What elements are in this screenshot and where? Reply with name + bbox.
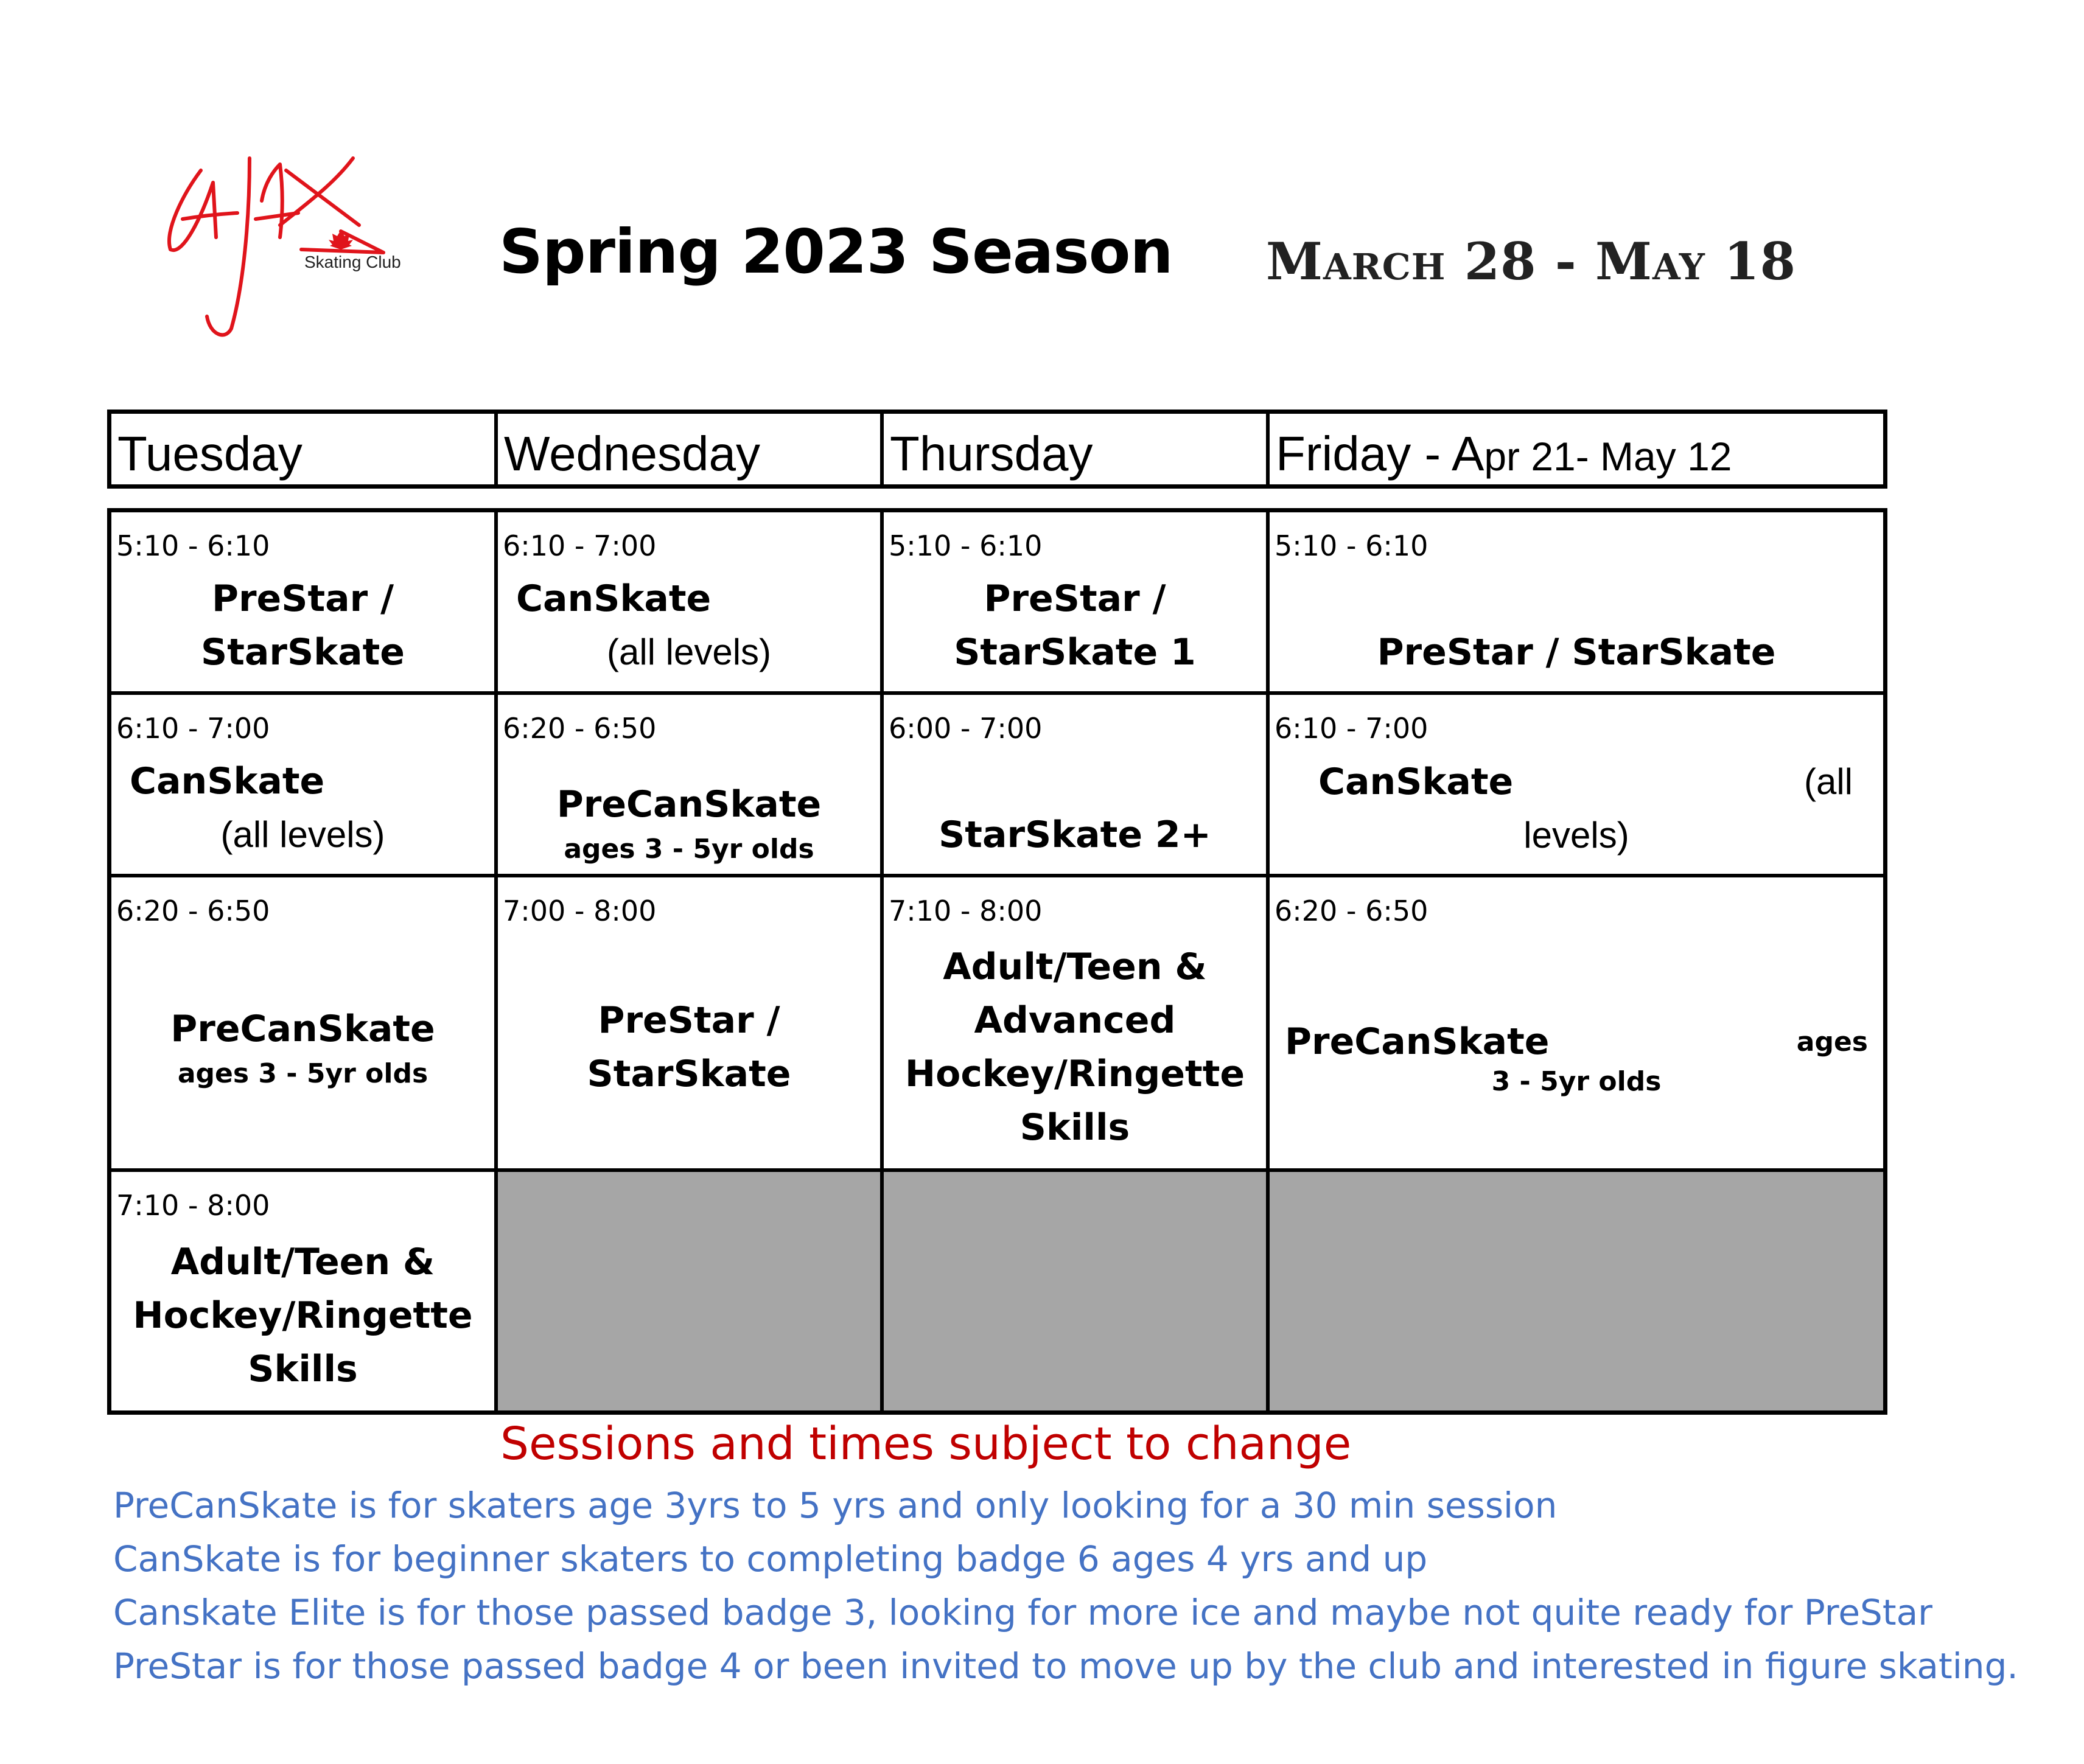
session-name: Adult/Teen &	[943, 946, 1207, 988]
schedule-grid	[107, 508, 1887, 1415]
session-detail: Hockey/Ringette	[133, 1294, 473, 1337]
empty-cell	[498, 1172, 884, 1410]
friday-date-range: pr 21- May 12	[1484, 434, 1732, 479]
session-cell: 7:10 - 8:00 Adult/Teen & Hockey/Ringette Skills	[111, 1172, 498, 1410]
session-cell: 6:00 - 7:00 StarSkate 2+	[884, 695, 1270, 877]
session-name: CanSkate	[1318, 761, 1514, 803]
note-line: PreStar is for those passed badge 4 or been invited to move up by the club and interested in figure skating.	[113, 1645, 2018, 1687]
logo-text: Skating Club	[304, 253, 401, 271]
session-name: CanSkate	[130, 760, 325, 803]
session-detail: (all levels)	[220, 814, 385, 855]
session-detail: ages	[1796, 1027, 1868, 1058]
note-line: CanSkate is for beginner skaters to completing badge 6 ages 4 yrs and up	[113, 1538, 1428, 1580]
session-detail: Advanced	[974, 999, 1176, 1042]
day-header-row	[107, 410, 1887, 489]
session-cell: 6:10 - 7:00 CanSkate (all levels)	[498, 512, 884, 695]
session-cell: 6:20 - 6:50 PreCanSkate ages 3 - 5yr olds	[111, 877, 498, 1172]
session-cell: 7:10 - 8:00 Adult/Teen & Advanced Hockey/Ringette Skills	[884, 877, 1270, 1172]
empty-cell	[884, 1172, 1270, 1410]
change-notice: Sessions and times subject to change	[500, 1418, 1352, 1470]
session-name: PreCanSkate	[1285, 1020, 1550, 1063]
session-name: Adult/Teen &	[170, 1241, 435, 1283]
session-detail: levels)	[1523, 815, 1629, 856]
day-header-thursday: Thursday	[884, 414, 1270, 484]
session-name: PreStar / StarSkate	[201, 577, 405, 674]
session-detail: ages 3 - 5yr olds	[564, 834, 814, 865]
session-name: StarSkate 2+	[939, 814, 1211, 856]
note-line: PreCanSkate is for skaters age 3yrs to 5 yrs and only looking for a 30 min session	[113, 1485, 1558, 1526]
session-cell: 6:10 - 7:00 CanSkate (all levels)	[1270, 695, 1883, 877]
session-name: PreCanSkate	[170, 1008, 435, 1050]
day-header-wednesday: Wednesday	[498, 414, 884, 484]
ajax-skating-club-logo	[158, 146, 426, 353]
session-name: CanSkate	[516, 577, 712, 620]
session-detail: Skills	[248, 1348, 358, 1390]
session-detail: Hockey/Ringette	[904, 1053, 1245, 1095]
page-title: Spring 2023 Season	[499, 216, 1173, 287]
session-cell: 7:00 - 8:00 PreStar / StarSkate	[498, 877, 884, 1172]
note-line: Canskate Elite is for those passed badge 3, looking for more ice and maybe not quite ready for PreStar	[113, 1592, 1932, 1633]
program-notes	[113, 1479, 2018, 1693]
empty-cell	[1270, 1172, 1883, 1410]
session-name: PreCanSkate	[556, 783, 822, 826]
session-detail: 3 - 5yr olds	[1491, 1066, 1662, 1097]
day-header-tuesday: Tuesday	[111, 414, 498, 484]
session-cell: 6:10 - 7:00 CanSkate (all levels)	[111, 695, 498, 877]
session-cell: 6:20 - 6:50 PreCanSkate ages 3 - 5yr olds	[498, 695, 884, 877]
session-detail: (all	[1803, 761, 1853, 802]
session-cell: 5:10 - 6:10 PreStar / StarSkate	[111, 512, 498, 695]
day-header-friday: Friday - Apr 21- May 12	[1276, 427, 1732, 481]
season-dates: March 28 - May 18	[1266, 231, 1797, 291]
session-detail: (all levels)	[606, 632, 772, 672]
session-detail: ages 3 - 5yr olds	[177, 1058, 428, 1089]
session-cell: 5:10 - 6:10 PreStar / StarSkate 1	[884, 512, 1270, 695]
session-detail: Skills	[1019, 1106, 1130, 1149]
session-cell: 5:10 - 6:10 PreStar / StarSkate	[1270, 512, 1883, 695]
session-name: PreStar / StarSkate	[587, 999, 791, 1095]
session-cell: 6:20 - 6:50 PreCanSkate ages 3 - 5yr olds	[1270, 877, 1883, 1172]
session-name: PreStar / StarSkate 1	[954, 577, 1196, 674]
session-name: PreStar / StarSkate	[1377, 631, 1776, 674]
